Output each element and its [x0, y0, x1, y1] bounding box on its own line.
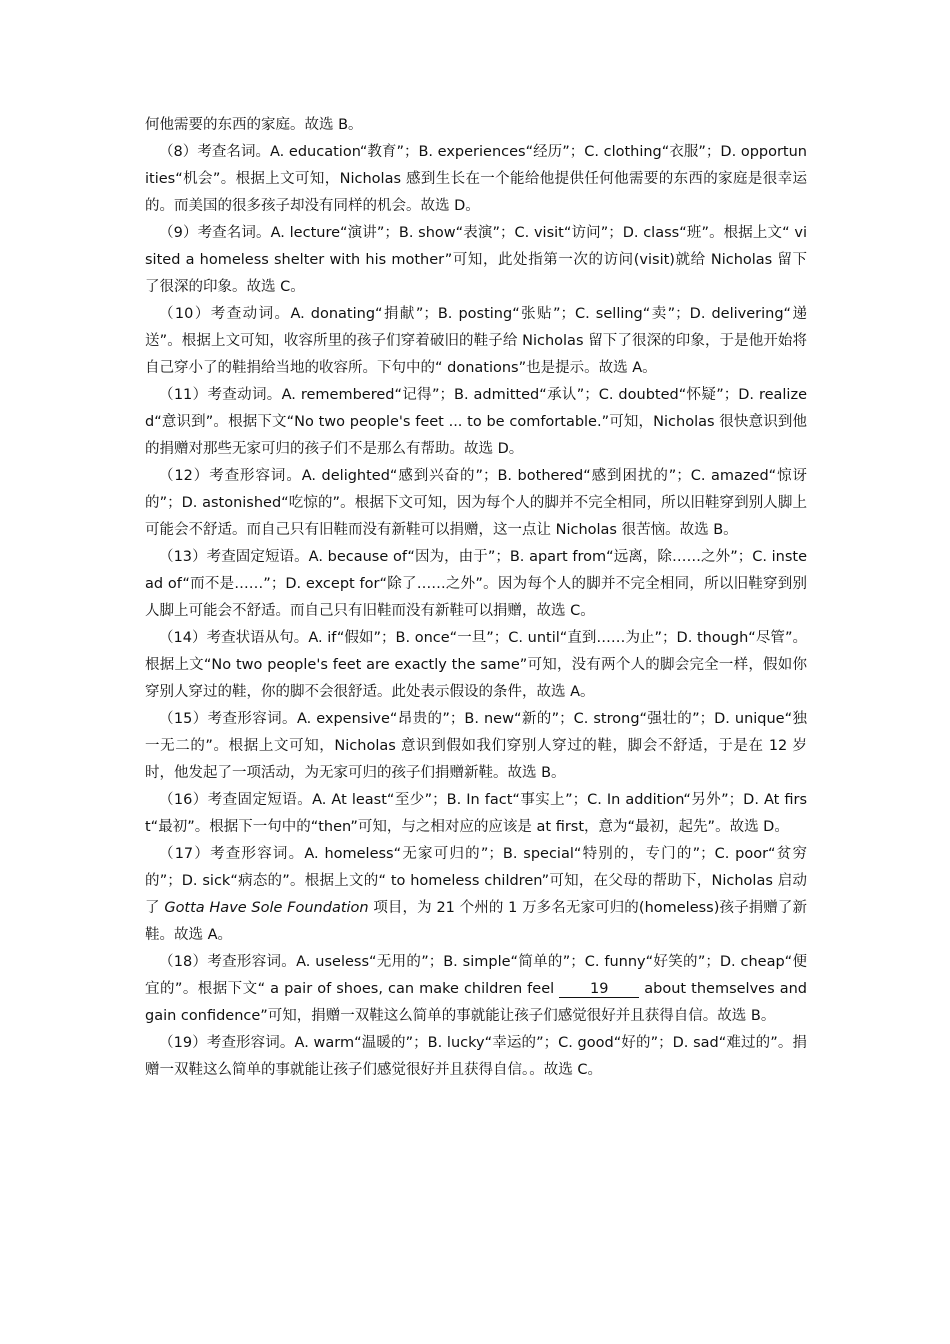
- paragraph-answer-17: [145, 841, 807, 949]
- paragraph-answer-10: （10）考查动词。A. donating“捐献”；B. posting“张贴”；C. selling“卖”；D. delivering“递送”。根据上文可知，收容所里的孩子们穿着破旧的鞋子给 Nicholas 留下了很深的印象，于是他开始将自己穿小了的鞋捐给当地的收容所。下句中的“ donations”也是提示。故选 A。: [145, 306, 807, 376]
- paragraph-answer-11: （11）考查动词。A. remembered“记得”；B. admitted“承认”；C. doubted“怀疑”；D. realized“意识到”。根据下文“No two people's feet ... to be comfortable.”可知，Nicholas 很快意识到他的捐赠对那些无家可归的孩子们不是那么有帮助。故选 D。: [145, 387, 807, 457]
- paragraph-answer-19: （19）考查形容词。A. warm“温暖的”；B. lucky“幸运的”；C. good“好的”；D. sad“难过的”。捐赠一双鞋这么简单的事就能让孩子们感觉很好并且获得自信。。故选 C。: [145, 1035, 807, 1078]
- paragraph-answer-15: （15）考查形容词。A. expensive“昂贵的”；B. new“新的”；C. strong“强壮的”；D. unique“独一无二的”。根据上文可知，Nicholas 意识到假如我们穿别人穿过的鞋，脚会不舒适，于是在 12 岁时，他发起了一项活动，为无家可归的孩子们捐赠新鞋。故选 B。: [145, 711, 807, 781]
- paragraph-answer-8: （8）考查名词。A. education“教育”；B. experiences“经历”；C. clothing“衣服”；D. opportunities“机会”。根据上文可知，Nicholas 感到生长在一个能给他提供任何他需要的东西的家庭是很幸运的。而美国的很多孩子却没有同样的机会。故选 D。: [145, 144, 807, 214]
- document-page: [145, 112, 807, 1084]
- answer-17-text-after: 项目，为 21 个州的 1 万多名无家可归的(homeless)孩子捐赠了新鞋。故选 A。: [145, 900, 808, 943]
- paragraph-answer-9: （9）考查名词。A. lecture“演讲”；B. show“表演”；C. visit“访问”；D. class“班”。根据上文“ visited a homeless shelter with his mother”可知，此处指第一次的访问(visit)就给 Nicholas 留下了很深的印象。故选 C。: [145, 225, 807, 295]
- paragraph-answer-16: （16）考查固定短语。A. At least“至少”；B. In fact“事实上”；C. In addition“另外”；D. At first“最初”。根据下一句中的“then”可知，与之相对应的应该是 at first，意为“最初，起先”。故选 D。: [145, 792, 807, 835]
- answer-18-text-before: （18）考查形容词。A. useless“无用的”；B. simple“简单的”；C. funny“好笑的”；D. cheap“便宜的”。根据下文“ a pair of shoes, can make children feel: [145, 954, 807, 997]
- paragraph-intro: 何他需要的东西的家庭。故选 B。: [145, 117, 363, 133]
- answer-18-text-after: about themselves and gain confidence”可知，捐赠一双鞋这么简单的事就能让孩子们感觉很好并且获得自信。故选 B。: [145, 981, 807, 1024]
- paragraph-answer-12: （12）考查形容词。A. delighted“感到兴奋的”；B. bothered“感到困扰的”；C. amazed“惊讶的”；D. astonished“吃惊的”。根据下文可知，因为每个人的脚并不完全相同，所以旧鞋穿到别人脚上可能会不舒适。而自己只有旧鞋而没有新鞋可以捐赠，这一点让 Nicholas 很苦恼。故选 B。: [145, 468, 807, 538]
- answer-17-text-before: （17）考查形容词。A. homeless“无家可归的”；B. special“特别的，专门的”；C. poor“贫穷的”；D. sick“病态的”。根据上文的“ to homeless children”可知，在父母的帮助下，Nicholas 启动了: [145, 846, 807, 916]
- paragraph-answer-14: （14）考查状语从句。A. if“假如”；B. once“一旦”；C. until“直到……为止”；D. though“尽管”。根据上文“No two people's feet are exactly the same”可知，没有两个人的脚会完全一样，假如你穿别人穿过的鞋，你的脚不会很舒适。此处表示假设的条件，故选 A。: [145, 630, 807, 700]
- blank-19: 19: [559, 981, 639, 998]
- paragraph-answer-13: （13）考查固定短语。A. because of“因为，由于”；B. apart from“远离，除……之外”；C. instead of“而不是……”；D. except for“除了……之外”。因为每个人的脚并不完全相同，所以旧鞋穿到别人脚上可能会不舒适。而自己只有旧鞋而没有新鞋可以捐赠，故选 C。: [145, 549, 807, 619]
- paragraph-answer-18: [145, 949, 807, 1030]
- foundation-name: Gotta Have Sole Foundation: [164, 900, 369, 916]
